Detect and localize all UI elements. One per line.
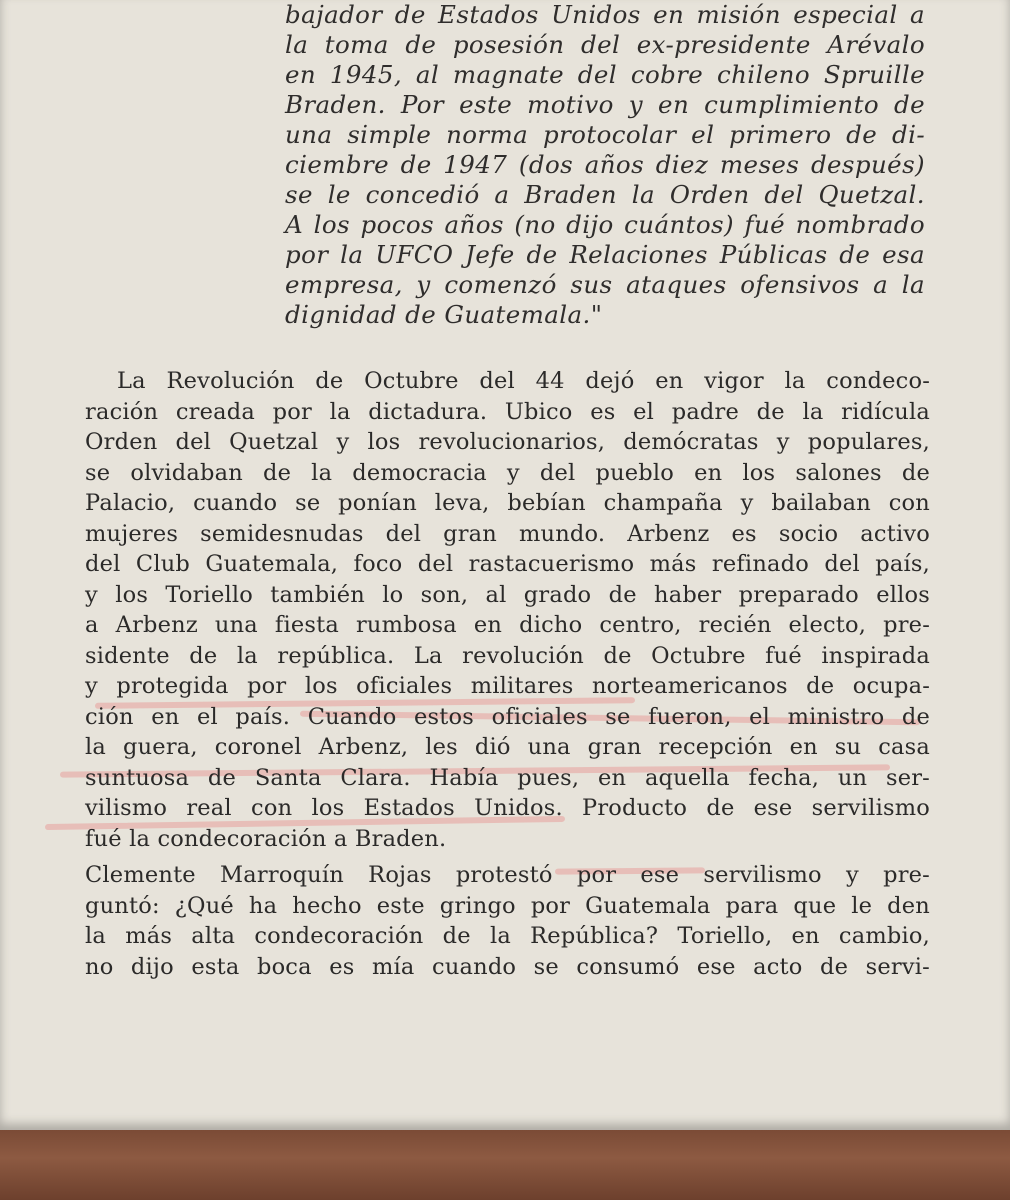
text-line: suntuosa de Santa Clara. Había pues, en aquella fecha, un ser- bbox=[85, 764, 930, 791]
text-line: Orden del Quetzal y los revolucionarios, demócratas y populares, bbox=[85, 429, 930, 455]
text-line: a Arbenz una fiesta rumbosa en dicho centro, recién electo, pre- bbox=[85, 612, 930, 638]
text-line: la guera, coronel Arbenz, les dió una gran recepción en su casa bbox=[85, 734, 930, 760]
quote-line: A los pocos años (no dijo cuántos) fué nombrado bbox=[285, 210, 925, 239]
quote-line: dignidad de Guatemala." bbox=[285, 300, 603, 329]
text-line: guntó: ¿Qué ha hecho este gringo por Guatemala para que le den bbox=[85, 892, 930, 919]
text-line: y protegida por los oficiales militares norteamericanos de ocupa- bbox=[85, 673, 930, 699]
quote-line: Braden. Por este motivo y en cumplimiento de bbox=[285, 90, 925, 119]
text-line: fué la condecoración a Braden. bbox=[85, 825, 447, 852]
quote-line: en 1945, al magnate del cobre chileno Spruille bbox=[285, 60, 925, 89]
text-line: se olvidaban de la democracia y del pueblo en los salones de bbox=[85, 459, 930, 486]
text-line: no dijo esta boca es mía cuando se consumó ese acto de servi- bbox=[85, 953, 930, 980]
block-quote bbox=[285, 0, 925, 330]
text-line: ción en el país. Cuando estos oficiales se fueron, el ministro de bbox=[85, 703, 930, 730]
text-line: Palacio, cuando se ponían leva, bebían champaña y bailaban con bbox=[85, 490, 930, 516]
text-line: vilismo real con los Estados Unidos. Producto de ese servilismo bbox=[85, 795, 930, 821]
body-text bbox=[85, 366, 930, 982]
text-line: del Club Guatemala, foco del rastacuerismo más refinado del país, bbox=[85, 551, 930, 577]
paragraph bbox=[85, 860, 930, 982]
text-line: mujeres semidesnudas del gran mundo. Arbenz es socio activo bbox=[85, 520, 930, 547]
paragraph bbox=[85, 366, 930, 854]
table-surface bbox=[0, 1130, 1010, 1200]
quote-line: ciembre de 1947 (dos años diez meses después) bbox=[285, 150, 925, 179]
text-line: Clemente Marroquín Rojas protestó por ese servilismo y pre- bbox=[85, 862, 930, 888]
text-line: la más alta condecoración de la República? Toriello, en cambio, bbox=[85, 923, 930, 949]
quote-line: bajador de Estados Unidos en misión especial a bbox=[285, 0, 925, 29]
quote-line: la toma de posesión del ex-presidente Arévalo bbox=[285, 30, 925, 59]
quote-line: por la UFCO Jefe de Relaciones Públicas de esa bbox=[285, 240, 925, 269]
text-line: sidente de la república. La revolución de Octubre fué inspirada bbox=[85, 642, 930, 669]
quote-line: se le concedió a Braden la Orden del Quetzal. bbox=[285, 180, 925, 209]
quote-line: una simple norma protocolar el primero de di- bbox=[285, 120, 925, 149]
quote-line: empresa, y comenzó sus ataques ofensivos a la bbox=[285, 270, 925, 299]
text-line: y los Toriello también lo son, al grado de haber preparado ellos bbox=[85, 581, 930, 608]
text-line: La Revolución de Octubre del 44 dejó en vigor la condeco- bbox=[117, 368, 930, 394]
text-line: ración creada por la dictadura. Ubico es el padre de la ridícula bbox=[85, 398, 930, 425]
